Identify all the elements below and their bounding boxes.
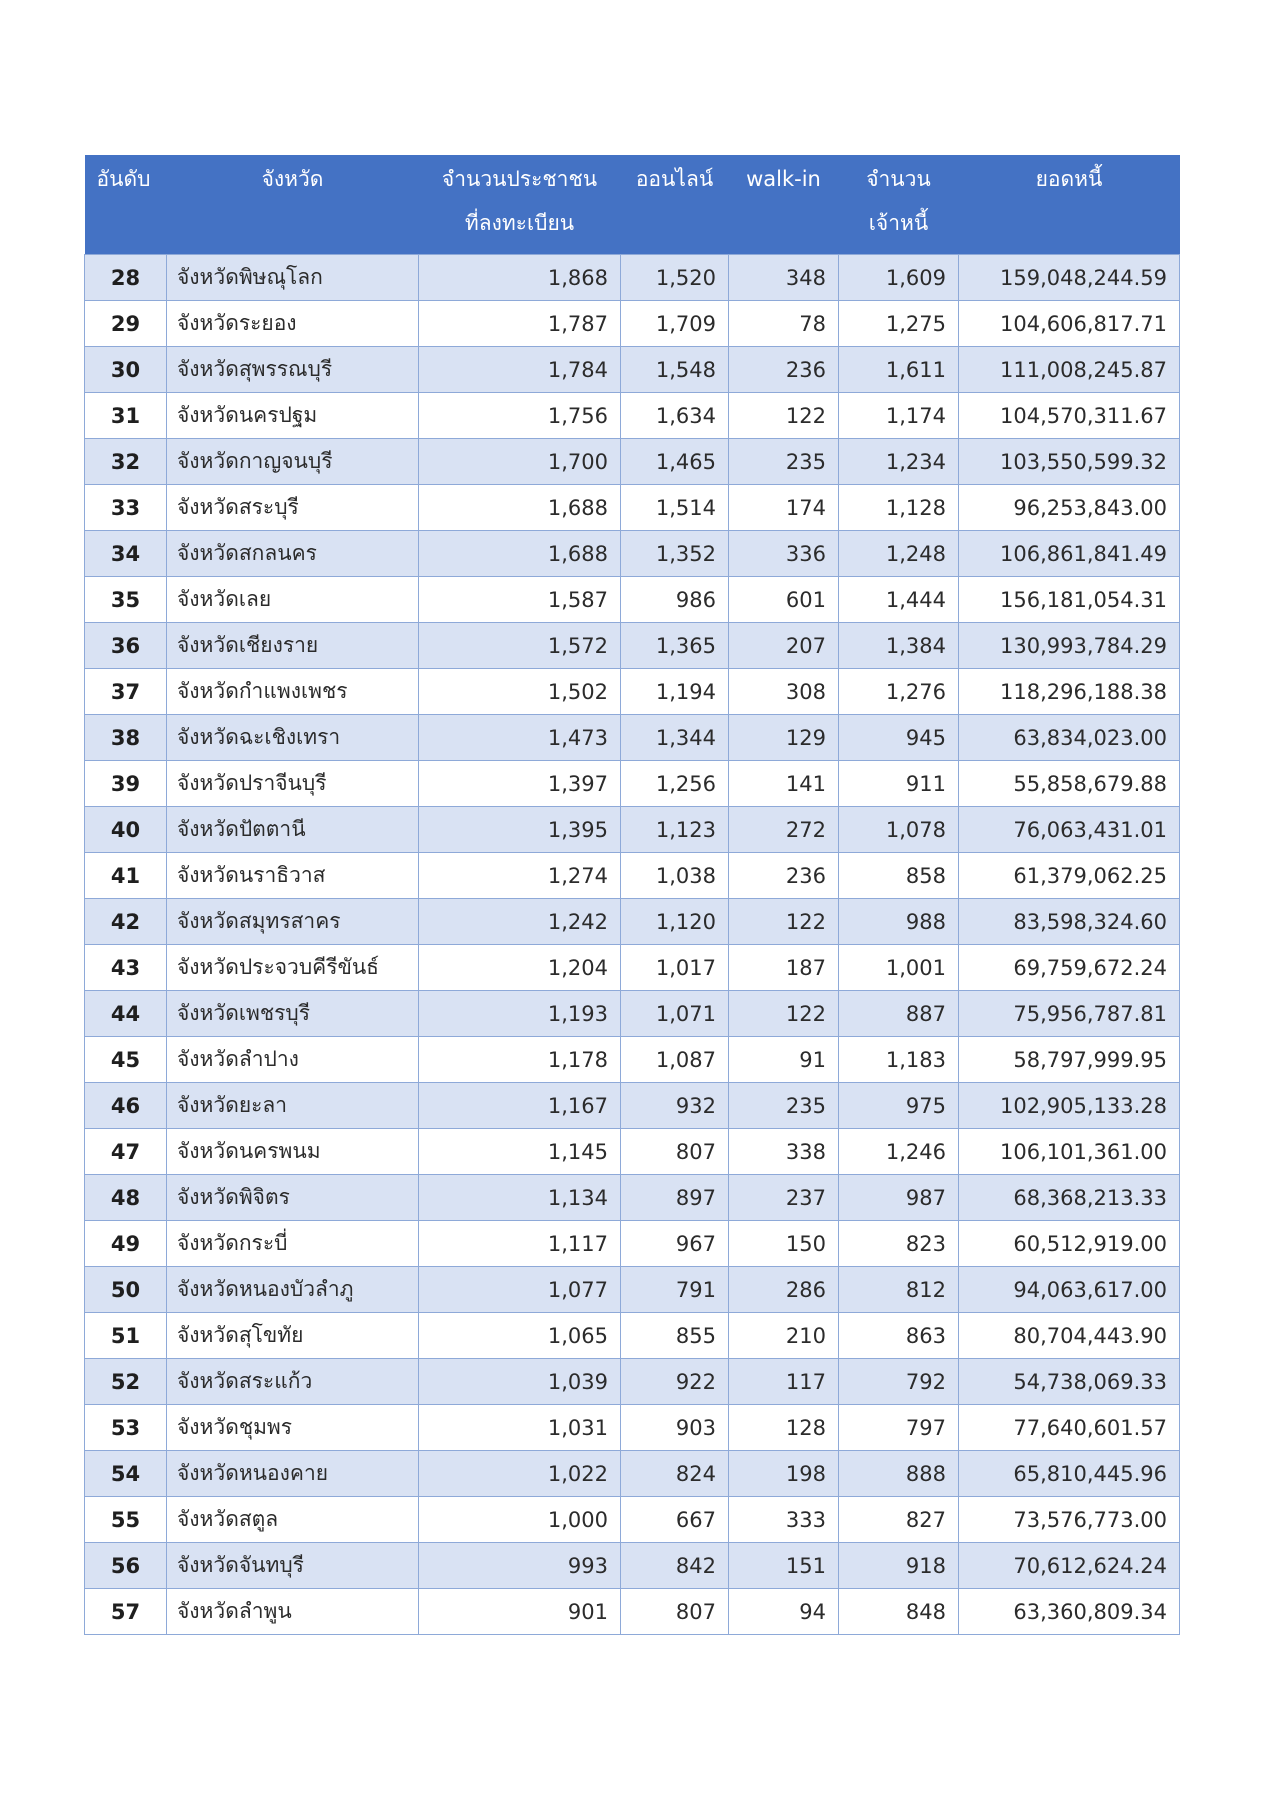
table-row <box>85 1589 1180 1635</box>
cell-online: 922 <box>621 1359 729 1405</box>
cell-walkin: 601 <box>729 577 839 623</box>
cell-rank: 35 <box>85 577 167 623</box>
cell-creditors: 1,128 <box>839 485 959 531</box>
header-walkin-label: walk-in <box>746 167 821 191</box>
debt-registration-table-container <box>84 155 1179 1635</box>
cell-province: จังหวัดนราธิวาส <box>167 853 419 899</box>
cell-online: 791 <box>621 1267 729 1313</box>
cell-rank: 48 <box>85 1175 167 1221</box>
table-row <box>85 1313 1180 1359</box>
cell-creditors: 1,248 <box>839 531 959 577</box>
cell-creditors: 1,611 <box>839 347 959 393</box>
table-row <box>85 531 1180 577</box>
cell-province: จังหวัดลำปาง <box>167 1037 419 1083</box>
cell-online: 824 <box>621 1451 729 1497</box>
cell-registered: 1,242 <box>419 899 621 945</box>
cell-rank: 49 <box>85 1221 167 1267</box>
table-row <box>85 1083 1180 1129</box>
cell-online: 903 <box>621 1405 729 1451</box>
cell-registered: 1,178 <box>419 1037 621 1083</box>
table-row <box>85 347 1180 393</box>
cell-debt: 63,834,023.00 <box>959 715 1180 761</box>
cell-online: 986 <box>621 577 729 623</box>
table-row <box>85 1037 1180 1083</box>
cell-rank: 53 <box>85 1405 167 1451</box>
cell-online: 1,465 <box>621 439 729 485</box>
cell-walkin: 236 <box>729 853 839 899</box>
cell-rank: 32 <box>85 439 167 485</box>
cell-registered: 1,756 <box>419 393 621 439</box>
cell-creditors: 988 <box>839 899 959 945</box>
cell-walkin: 187 <box>729 945 839 991</box>
cell-walkin: 235 <box>729 439 839 485</box>
cell-creditors: 812 <box>839 1267 959 1313</box>
cell-registered: 993 <box>419 1543 621 1589</box>
header-registered <box>419 155 621 255</box>
cell-debt: 106,861,841.49 <box>959 531 1180 577</box>
cell-province: จังหวัดนครปฐม <box>167 393 419 439</box>
table-row <box>85 623 1180 669</box>
cell-rank: 47 <box>85 1129 167 1175</box>
cell-province: จังหวัดพิจิตร <box>167 1175 419 1221</box>
cell-creditors: 827 <box>839 1497 959 1543</box>
cell-online: 1,548 <box>621 347 729 393</box>
cell-creditors: 1,276 <box>839 669 959 715</box>
cell-creditors: 911 <box>839 761 959 807</box>
cell-online: 1,634 <box>621 393 729 439</box>
cell-online: 1,344 <box>621 715 729 761</box>
table-header <box>85 155 1180 255</box>
cell-online: 807 <box>621 1589 729 1635</box>
table-row <box>85 393 1180 439</box>
cell-debt: 104,570,311.67 <box>959 393 1180 439</box>
cell-rank: 50 <box>85 1267 167 1313</box>
cell-online: 1,120 <box>621 899 729 945</box>
header-walkin <box>729 155 839 255</box>
cell-walkin: 91 <box>729 1037 839 1083</box>
cell-province: จังหวัดเชียงราย <box>167 623 419 669</box>
cell-walkin: 336 <box>729 531 839 577</box>
cell-online: 1,194 <box>621 669 729 715</box>
cell-rank: 43 <box>85 945 167 991</box>
cell-province: จังหวัดสมุทรสาคร <box>167 899 419 945</box>
cell-walkin: 122 <box>729 899 839 945</box>
cell-registered: 1,473 <box>419 715 621 761</box>
cell-debt: 60,512,919.00 <box>959 1221 1180 1267</box>
table-row <box>85 1543 1180 1589</box>
header-province-label: จังหวัด <box>261 167 324 191</box>
cell-rank: 55 <box>85 1497 167 1543</box>
cell-rank: 51 <box>85 1313 167 1359</box>
cell-debt: 94,063,617.00 <box>959 1267 1180 1313</box>
cell-registered: 1,787 <box>419 301 621 347</box>
table-row <box>85 1451 1180 1497</box>
cell-registered: 1,502 <box>419 669 621 715</box>
cell-debt: 80,704,443.90 <box>959 1313 1180 1359</box>
cell-registered: 1,039 <box>419 1359 621 1405</box>
header-row <box>85 155 1180 255</box>
cell-rank: 44 <box>85 991 167 1037</box>
cell-walkin: 141 <box>729 761 839 807</box>
cell-debt: 77,640,601.57 <box>959 1405 1180 1451</box>
header-debt-label: ยอดหนี้ <box>1035 167 1103 191</box>
cell-creditors: 945 <box>839 715 959 761</box>
header-creditors-line1: จำนวน <box>866 167 931 191</box>
cell-walkin: 117 <box>729 1359 839 1405</box>
table-row <box>85 577 1180 623</box>
cell-creditors: 1,078 <box>839 807 959 853</box>
cell-creditors: 1,275 <box>839 301 959 347</box>
cell-debt: 70,612,624.24 <box>959 1543 1180 1589</box>
cell-creditors: 792 <box>839 1359 959 1405</box>
cell-online: 1,520 <box>621 255 729 301</box>
cell-debt: 69,759,672.24 <box>959 945 1180 991</box>
cell-registered: 1,031 <box>419 1405 621 1451</box>
cell-debt: 54,738,069.33 <box>959 1359 1180 1405</box>
cell-registered: 1,145 <box>419 1129 621 1175</box>
cell-registered: 1,397 <box>419 761 621 807</box>
cell-province: จังหวัดสตูล <box>167 1497 419 1543</box>
cell-province: จังหวัดพิษณุโลก <box>167 255 419 301</box>
cell-registered: 1,065 <box>419 1313 621 1359</box>
cell-registered: 1,193 <box>419 991 621 1037</box>
cell-registered: 1,274 <box>419 853 621 899</box>
cell-registered: 1,395 <box>419 807 621 853</box>
cell-registered: 1,572 <box>419 623 621 669</box>
cell-rank: 33 <box>85 485 167 531</box>
cell-rank: 42 <box>85 899 167 945</box>
cell-registered: 1,700 <box>419 439 621 485</box>
cell-online: 1,352 <box>621 531 729 577</box>
cell-province: จังหวัดลำพูน <box>167 1589 419 1635</box>
cell-rank: 30 <box>85 347 167 393</box>
table-row <box>85 669 1180 715</box>
cell-rank: 38 <box>85 715 167 761</box>
cell-walkin: 210 <box>729 1313 839 1359</box>
cell-province: จังหวัดสระแก้ว <box>167 1359 419 1405</box>
cell-province: จังหวัดเพชรบุรี <box>167 991 419 1037</box>
cell-registered: 1,688 <box>419 485 621 531</box>
table-row <box>85 761 1180 807</box>
cell-province: จังหวัดฉะเชิงเทรา <box>167 715 419 761</box>
cell-creditors: 887 <box>839 991 959 1037</box>
cell-province: จังหวัดจันทบุรี <box>167 1543 419 1589</box>
cell-walkin: 198 <box>729 1451 839 1497</box>
cell-online: 897 <box>621 1175 729 1221</box>
cell-province: จังหวัดสระบุรี <box>167 485 419 531</box>
cell-rank: 37 <box>85 669 167 715</box>
header-creditors <box>839 155 959 255</box>
cell-online: 1,123 <box>621 807 729 853</box>
table-row <box>85 1175 1180 1221</box>
cell-creditors: 1,001 <box>839 945 959 991</box>
cell-registered: 1,868 <box>419 255 621 301</box>
cell-walkin: 236 <box>729 347 839 393</box>
cell-debt: 111,008,245.87 <box>959 347 1180 393</box>
cell-online: 807 <box>621 1129 729 1175</box>
cell-walkin: 272 <box>729 807 839 853</box>
cell-debt: 68,368,213.33 <box>959 1175 1180 1221</box>
table-row <box>85 1359 1180 1405</box>
cell-province: จังหวัดสกลนคร <box>167 531 419 577</box>
cell-province: จังหวัดนครพนม <box>167 1129 419 1175</box>
cell-online: 1,365 <box>621 623 729 669</box>
cell-walkin: 207 <box>729 623 839 669</box>
cell-province: จังหวัดหนองบัวลำภู <box>167 1267 419 1313</box>
cell-online: 667 <box>621 1497 729 1543</box>
cell-creditors: 797 <box>839 1405 959 1451</box>
table-row <box>85 1497 1180 1543</box>
cell-rank: 56 <box>85 1543 167 1589</box>
cell-rank: 29 <box>85 301 167 347</box>
cell-creditors: 918 <box>839 1543 959 1589</box>
cell-walkin: 308 <box>729 669 839 715</box>
table-row <box>85 1129 1180 1175</box>
cell-debt: 130,993,784.29 <box>959 623 1180 669</box>
cell-creditors: 1,246 <box>839 1129 959 1175</box>
debt-registration-table <box>84 155 1180 1635</box>
cell-walkin: 338 <box>729 1129 839 1175</box>
cell-creditors: 1,384 <box>839 623 959 669</box>
cell-rank: 57 <box>85 1589 167 1635</box>
cell-rank: 39 <box>85 761 167 807</box>
cell-rank: 40 <box>85 807 167 853</box>
table-row <box>85 439 1180 485</box>
cell-province: จังหวัดกระบี่ <box>167 1221 419 1267</box>
cell-debt: 65,810,445.96 <box>959 1451 1180 1497</box>
cell-registered: 1,022 <box>419 1451 621 1497</box>
cell-province: จังหวัดสุพรรณบุรี <box>167 347 419 393</box>
table-row <box>85 945 1180 991</box>
cell-province: จังหวัดเลย <box>167 577 419 623</box>
cell-creditors: 1,183 <box>839 1037 959 1083</box>
cell-debt: 102,905,133.28 <box>959 1083 1180 1129</box>
cell-creditors: 1,174 <box>839 393 959 439</box>
cell-province: จังหวัดยะลา <box>167 1083 419 1129</box>
cell-debt: 103,550,599.32 <box>959 439 1180 485</box>
cell-province: จังหวัดหนองคาย <box>167 1451 419 1497</box>
cell-walkin: 237 <box>729 1175 839 1221</box>
cell-creditors: 975 <box>839 1083 959 1129</box>
cell-province: จังหวัดกาญจนบุรี <box>167 439 419 485</box>
cell-creditors: 1,234 <box>839 439 959 485</box>
cell-debt: 104,606,817.71 <box>959 301 1180 347</box>
header-rank <box>85 155 167 255</box>
cell-online: 1,087 <box>621 1037 729 1083</box>
cell-rank: 54 <box>85 1451 167 1497</box>
table-row <box>85 255 1180 301</box>
cell-walkin: 348 <box>729 255 839 301</box>
cell-rank: 41 <box>85 853 167 899</box>
cell-rank: 34 <box>85 531 167 577</box>
table-row <box>85 853 1180 899</box>
cell-online: 967 <box>621 1221 729 1267</box>
cell-rank: 45 <box>85 1037 167 1083</box>
cell-rank: 28 <box>85 255 167 301</box>
cell-online: 1,038 <box>621 853 729 899</box>
cell-walkin: 129 <box>729 715 839 761</box>
cell-creditors: 858 <box>839 853 959 899</box>
cell-debt: 75,956,787.81 <box>959 991 1180 1037</box>
cell-online: 1,709 <box>621 301 729 347</box>
cell-walkin: 150 <box>729 1221 839 1267</box>
cell-walkin: 151 <box>729 1543 839 1589</box>
cell-registered: 1,000 <box>419 1497 621 1543</box>
cell-debt: 55,858,679.88 <box>959 761 1180 807</box>
cell-registered: 1,117 <box>419 1221 621 1267</box>
cell-province: จังหวัดชุมพร <box>167 1405 419 1451</box>
cell-online: 842 <box>621 1543 729 1589</box>
cell-registered: 1,688 <box>419 531 621 577</box>
cell-province: จังหวัดประจวบคีรีขันธ์ <box>167 945 419 991</box>
cell-debt: 106,101,361.00 <box>959 1129 1180 1175</box>
header-registered-line1: จำนวนประชาชน <box>441 167 598 191</box>
cell-creditors: 823 <box>839 1221 959 1267</box>
cell-registered: 1,784 <box>419 347 621 393</box>
table-row <box>85 899 1180 945</box>
cell-debt: 159,048,244.59 <box>959 255 1180 301</box>
header-online <box>621 155 729 255</box>
cell-debt: 61,379,062.25 <box>959 853 1180 899</box>
cell-registered: 901 <box>419 1589 621 1635</box>
table-row <box>85 715 1180 761</box>
cell-debt: 73,576,773.00 <box>959 1497 1180 1543</box>
cell-online: 1,256 <box>621 761 729 807</box>
cell-walkin: 333 <box>729 1497 839 1543</box>
cell-creditors: 1,609 <box>839 255 959 301</box>
cell-registered: 1,134 <box>419 1175 621 1221</box>
cell-walkin: 94 <box>729 1589 839 1635</box>
cell-creditors: 848 <box>839 1589 959 1635</box>
cell-rank: 36 <box>85 623 167 669</box>
header-province <box>167 155 419 255</box>
cell-debt: 63,360,809.34 <box>959 1589 1180 1635</box>
header-debt <box>959 155 1180 255</box>
cell-walkin: 286 <box>729 1267 839 1313</box>
cell-rank: 52 <box>85 1359 167 1405</box>
table-row <box>85 807 1180 853</box>
cell-creditors: 863 <box>839 1313 959 1359</box>
cell-registered: 1,077 <box>419 1267 621 1313</box>
cell-province: จังหวัดปราจีนบุรี <box>167 761 419 807</box>
table-row <box>85 301 1180 347</box>
cell-online: 1,017 <box>621 945 729 991</box>
cell-province: จังหวัดสุโขทัย <box>167 1313 419 1359</box>
cell-debt: 58,797,999.95 <box>959 1037 1180 1083</box>
header-registered-line2: ที่ลงทะเบียน <box>464 211 575 235</box>
cell-registered: 1,587 <box>419 577 621 623</box>
cell-rank: 46 <box>85 1083 167 1129</box>
cell-walkin: 122 <box>729 393 839 439</box>
cell-walkin: 78 <box>729 301 839 347</box>
header-online-label: ออนไลน์ <box>635 167 714 191</box>
cell-debt: 156,181,054.31 <box>959 577 1180 623</box>
cell-walkin: 122 <box>729 991 839 1037</box>
header-creditors-line2: เจ้าหนี้ <box>868 211 929 235</box>
cell-debt: 96,253,843.00 <box>959 485 1180 531</box>
table-body <box>85 255 1180 1635</box>
cell-online: 1,514 <box>621 485 729 531</box>
cell-creditors: 888 <box>839 1451 959 1497</box>
cell-walkin: 128 <box>729 1405 839 1451</box>
table-row <box>85 1221 1180 1267</box>
table-row <box>85 485 1180 531</box>
cell-rank: 31 <box>85 393 167 439</box>
table-row <box>85 991 1180 1037</box>
cell-registered: 1,167 <box>419 1083 621 1129</box>
cell-registered: 1,204 <box>419 945 621 991</box>
cell-creditors: 987 <box>839 1175 959 1221</box>
cell-province: จังหวัดระยอง <box>167 301 419 347</box>
cell-walkin: 174 <box>729 485 839 531</box>
header-rank-label: อันดับ <box>96 167 151 191</box>
cell-debt: 118,296,188.38 <box>959 669 1180 715</box>
cell-walkin: 235 <box>729 1083 839 1129</box>
table-row <box>85 1267 1180 1313</box>
cell-online: 855 <box>621 1313 729 1359</box>
cell-online: 1,071 <box>621 991 729 1037</box>
cell-online: 932 <box>621 1083 729 1129</box>
cell-debt: 83,598,324.60 <box>959 899 1180 945</box>
cell-province: จังหวัดปัตตานี <box>167 807 419 853</box>
table-row <box>85 1405 1180 1451</box>
cell-creditors: 1,444 <box>839 577 959 623</box>
cell-province: จังหวัดกำแพงเพชร <box>167 669 419 715</box>
cell-debt: 76,063,431.01 <box>959 807 1180 853</box>
